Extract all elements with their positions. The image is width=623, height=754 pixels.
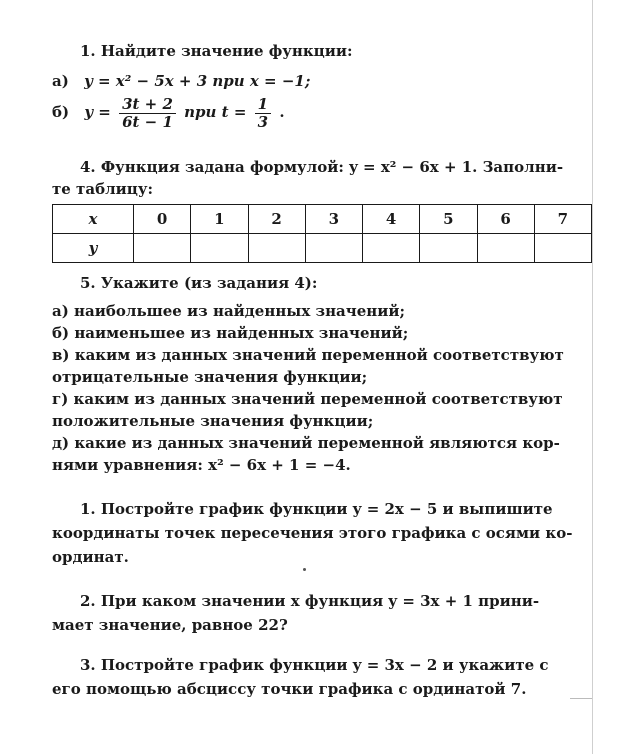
taskb1-line: координаты точек пересечения этого графика с осями ко-: [52, 524, 573, 542]
task1-b-fraction: [119, 96, 176, 131]
task5-line: а) наибольшее из найденных значений;: [52, 302, 406, 320]
table-row-y: [53, 234, 592, 263]
corner-mark: [570, 698, 592, 699]
table-cell-y-empty: [191, 234, 248, 263]
task5-line: положительные значения функции;: [52, 412, 374, 430]
table-cell-y-empty: [363, 234, 420, 263]
task1-b-value-numerator: 1: [255, 96, 271, 114]
table-cell-y-empty: [305, 234, 362, 263]
table-row-x: [53, 205, 592, 234]
task1-b-value-fraction: [255, 96, 271, 131]
task1-b-value-denominator: 3: [257, 112, 269, 131]
task1-a-expr: y = x² − 5x + 3 при x = −1;: [84, 72, 311, 90]
table-cell-x: 0: [134, 205, 191, 234]
task5-title: 5. Укажите (из задания 4):: [80, 274, 318, 292]
task1-b-mid: при t =: [184, 103, 247, 121]
table-cell-x: 2: [248, 205, 305, 234]
table-cell-y-empty: [477, 234, 534, 263]
task5-line: б) наименьшее из найденных значений;: [52, 324, 409, 342]
taskb3-line: 3. Постройте график функции y = 3x − 2 и укажите с: [80, 656, 549, 674]
table-cell-y-empty: [420, 234, 477, 263]
task4-line1: 4. Функция задана формулой: y = x² − 6x + 1. Заполни-: [80, 158, 564, 176]
taskb2-line: 2. При каком значении x функция y = 3x + 1 прини-: [80, 592, 540, 610]
taskb1-line: 1. Постройте график функции y = 2x − 5 и выпишите: [80, 500, 553, 518]
task1-title: 1. Найдите значение функции:: [80, 42, 353, 60]
table-cell-x: 1: [191, 205, 248, 234]
task5-line: отрицательные значения функции;: [52, 368, 368, 386]
task5-line: г) каким из данных значений переменной соответствуют: [52, 390, 563, 408]
table-cell-x: 7: [534, 205, 591, 234]
table-cell-x: 3: [305, 205, 362, 234]
task1-b-numerator: 3t + 2: [119, 96, 176, 114]
table-cell-x: 5: [420, 205, 477, 234]
taskb1-line: ординат.: [52, 548, 129, 566]
page-edge: [592, 0, 593, 754]
task1-a: [52, 72, 310, 90]
task1-a-label: а): [52, 72, 69, 90]
task1-b-lhs: y =: [84, 103, 111, 121]
table-header-y: y: [53, 234, 134, 263]
taskb3-line: его помощью абсциссу точки графика с ординатой 7.: [52, 680, 527, 698]
task1-b-end: .: [279, 103, 285, 121]
task1-b-label: б): [52, 103, 70, 121]
task5-line: нями уравнения: x² − 6x + 1 = −4.: [52, 456, 351, 474]
taskb2-line: мает значение, равное 22?: [52, 616, 288, 634]
task4-line2: те таблицу:: [52, 180, 154, 198]
table-cell-y-empty: [248, 234, 305, 263]
table-cell-x: 4: [363, 205, 420, 234]
values-table: [52, 204, 592, 263]
task1-b-denominator: 6t − 1: [122, 112, 173, 131]
stray-dot: [303, 568, 306, 571]
table-header-x: x: [53, 205, 134, 234]
task1-b: [52, 94, 285, 131]
table-cell-y-empty: [534, 234, 591, 263]
task5-line: в) каким из данных значений переменной соответствуют: [52, 346, 564, 364]
table-cell-x: 6: [477, 205, 534, 234]
table-cell-y-empty: [134, 234, 191, 263]
task5-line: д) какие из данных значений переменной являются кор-: [52, 434, 560, 452]
